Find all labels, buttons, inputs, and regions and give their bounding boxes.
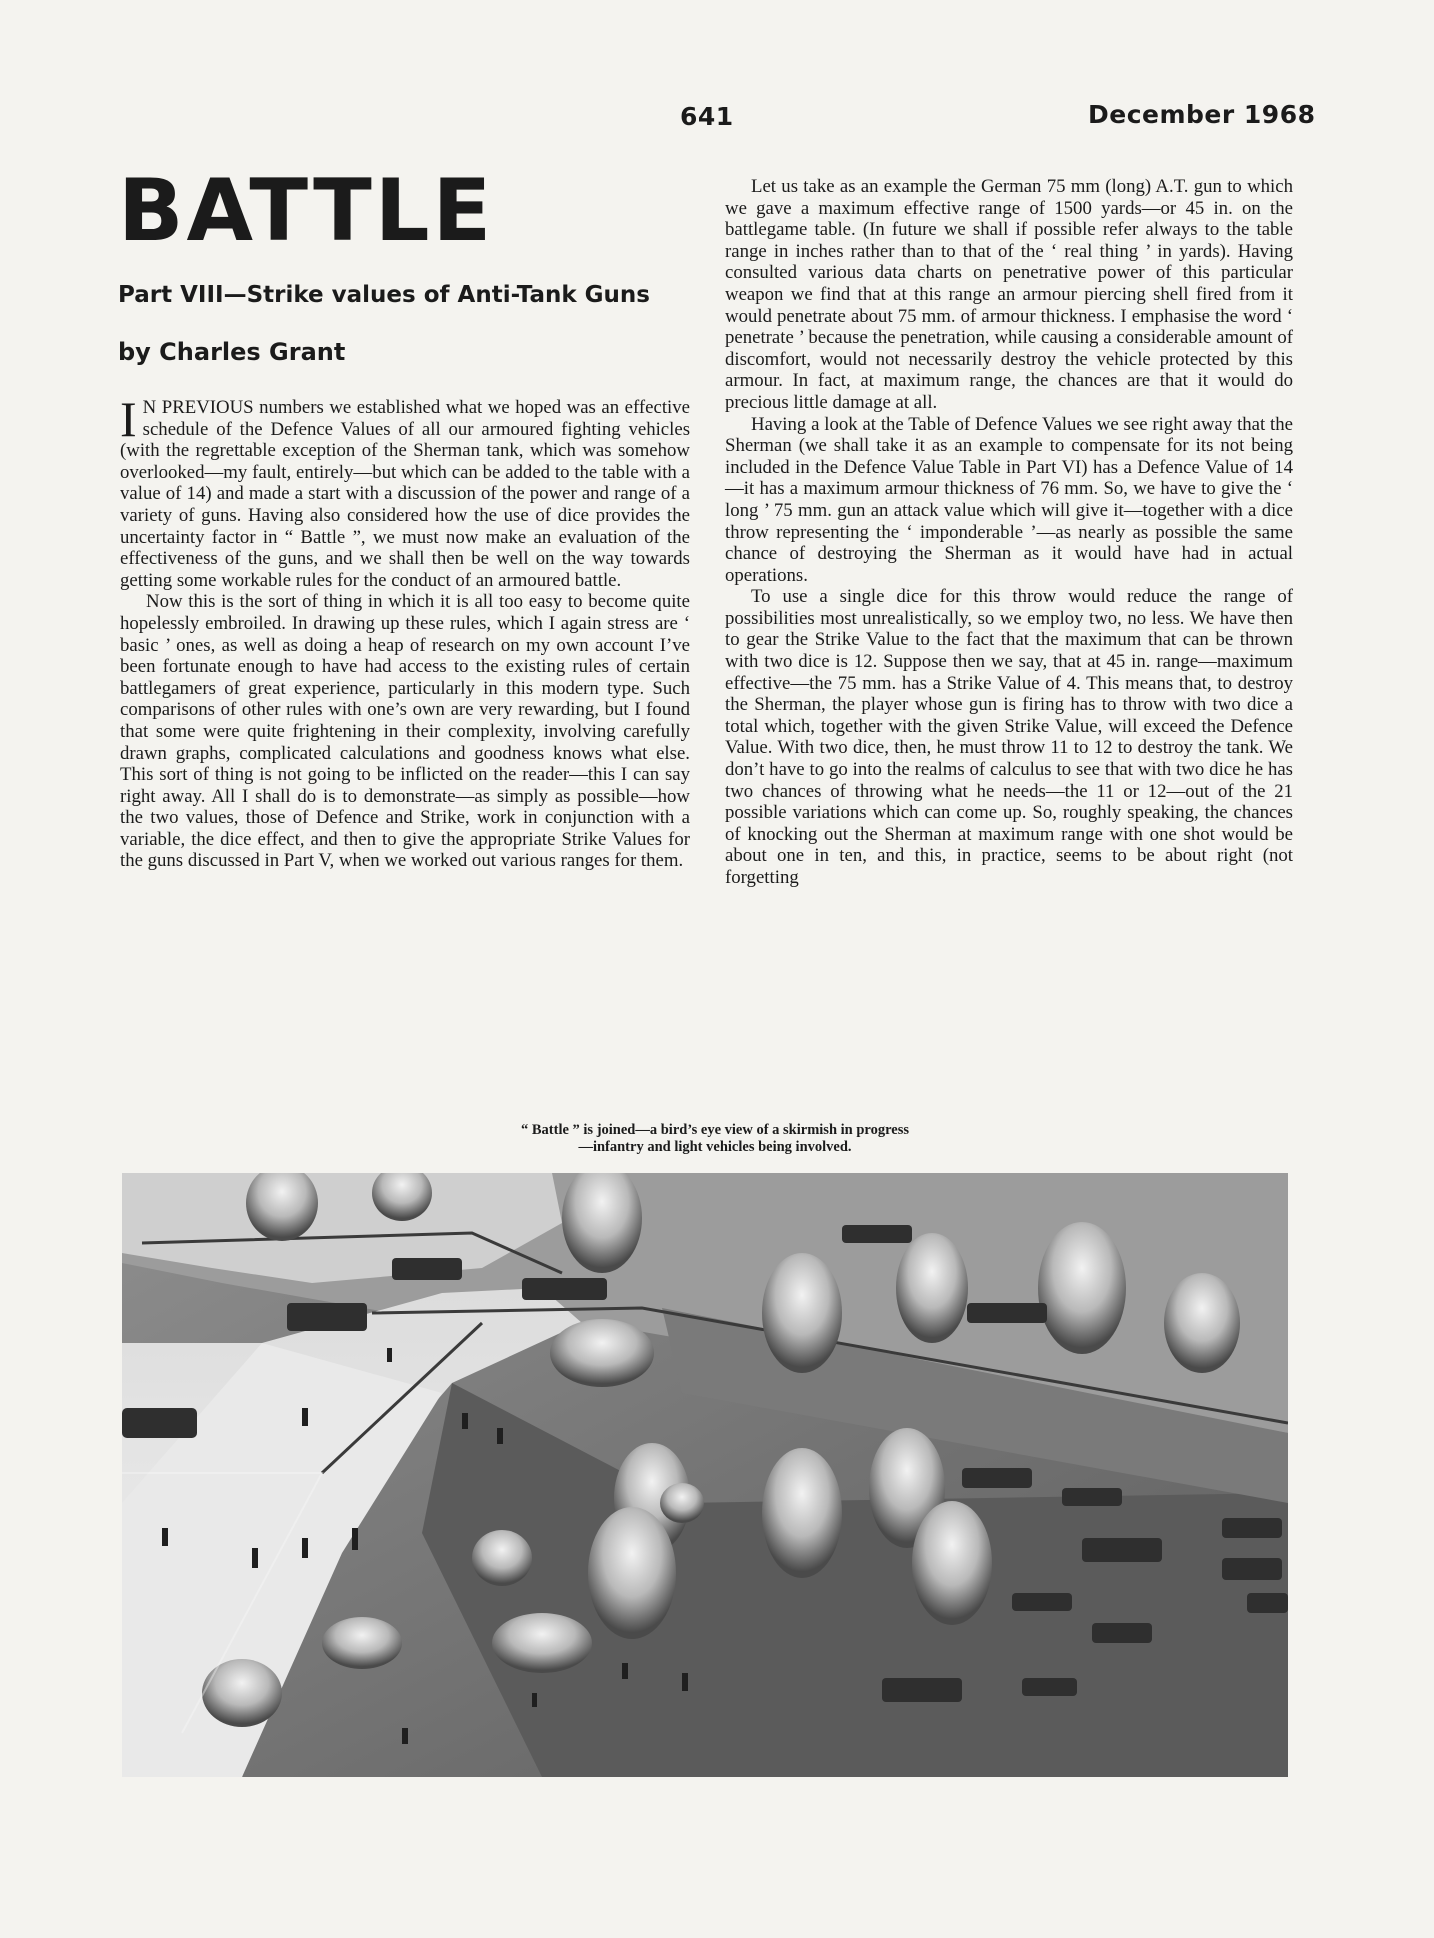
- caption-line: “ Battle ” is joined—a bird’s eye view of a skirmish in progress: [520, 1122, 909, 1138]
- battlefield-scene-image: [122, 1173, 1288, 1777]
- issue-date: December 1968: [1088, 100, 1316, 129]
- left-column: [120, 391, 690, 872]
- paragraph: Having a look at the Table of Defence Values we see right away that the Sherman (we shall take it as an example to compensate for its not being included in the Defence Value Table in Part VI) has a Defence Value of 14—it has a maximum armour thickness of 76 mm. So, we have to give the ‘ long ’ 75 mm. gun an attack value which will give it—together with a dice throw representing the ‘ imponderable ’—as nearly as possible the same chance of destroying the Sherman as it would have had in actual operations.: [725, 413, 1293, 586]
- battlefield-photo: [122, 1173, 1288, 1777]
- paragraph: To use a single dice for this throw would reduce the range of possibilities most unrealistically, so we employ two, no less. We have then to gear the Strike Value to the fact that the maximum that can be thrown with two dice is 12. Suppose then we say, that at 45 in. range—maximum effective—the 75 mm. has a Strike Value of 4. This means that, to destroy the Sherman, the player whose gun is firing has to throw with two dice a total which, together with the given Strike Value, will exceed the Defence Value. With two dice, then, he must throw 11 to 12 to destroy the tank. We don’t have to go into the realms of calculus to see that with two dice he has two chances of throwing what he needs—the 11 or 12—out of the 21 possible variations which can come up. So, roughly speaking, the chances of knocking out the Sherman at maximum range with one shot would be about one in ten, and this, in practice, seems to be about right (not forgetting: [725, 586, 1293, 888]
- article-subtitle: Part VIII—Strike values of Anti-Tank Guns: [118, 282, 650, 308]
- right-column: [725, 176, 1293, 889]
- page-number: 641: [680, 102, 734, 131]
- article-title: BATTLE: [118, 161, 495, 261]
- paragraph: Let us take as an example the German 75 mm (long) A.T. gun to which we gave a maximum effective range of 1500 yards—or 45 in. on the battlegame table. (In future we shall if possible refer always to the table range in inches rather than to that of the ‘ real thing ’ in yards). Having consulted various data charts on penetrative power of this particular weapon we find that at this range an armour piercing shell fired from it would penetrate about 75 mm. of armour thickness. I emphasise the word ‘ penetrate ’ because the penetration, while causing a considerable amount of discomfort, would not necessarily destroy the vehicle protected by this armour. In fact, at maximum range, the chances are that it would do precious little damage at all.: [725, 176, 1293, 413]
- article-byline: by Charles Grant: [118, 338, 346, 366]
- paragraph: IN PREVIOUS numbers we established what we hoped was an effective schedule of the Defence Values of all our armoured fighting vehicles (with the regrettable exception of the Sherman tank, which was somehow overlooked—my fault, entirely—but which can be added to the table with a value of 14) and made a start with a discussion of the power and range of a variety of guns. Having also considered how the use of dice provides the uncertainty factor in “ Battle ”, we must now make an evaluation of the effectiveness of the guns, and we shall then be well on the way towards getting some workable rules for the conduct of an armoured battle.: [120, 391, 690, 591]
- paragraph: Now this is the sort of thing in which it is all too easy to become quite hopelessly embroiled. In drawing up these rules, which I again stress are ‘ basic ’ ones, as well as doing a heap of research on my own account I’ve been fortunate enough to have had access to the existing rules of certain battlegamers of great experience, particularly in this modern type. Such comparisons of other rules with one’s own are very rewarding, but I found that some were quite frightening in their complexity, involving carefully drawn graphs, complicated calculations and goodness knows what else. This sort of thing is not going to be inflicted on the reader—this I can say right away. All I shall do is to demonstrate—as simply as possible—how the two values, those of Defence and Strike, work in conjunction with a variable, the dice effect, and then to give the appropriate Strike Values for the guns discussed in Part V, when we worked out various ranges for them.: [120, 591, 690, 872]
- photo-caption: [300, 1122, 1130, 1156]
- caption-line: —infantry and light vehicles being involved.: [578, 1139, 852, 1155]
